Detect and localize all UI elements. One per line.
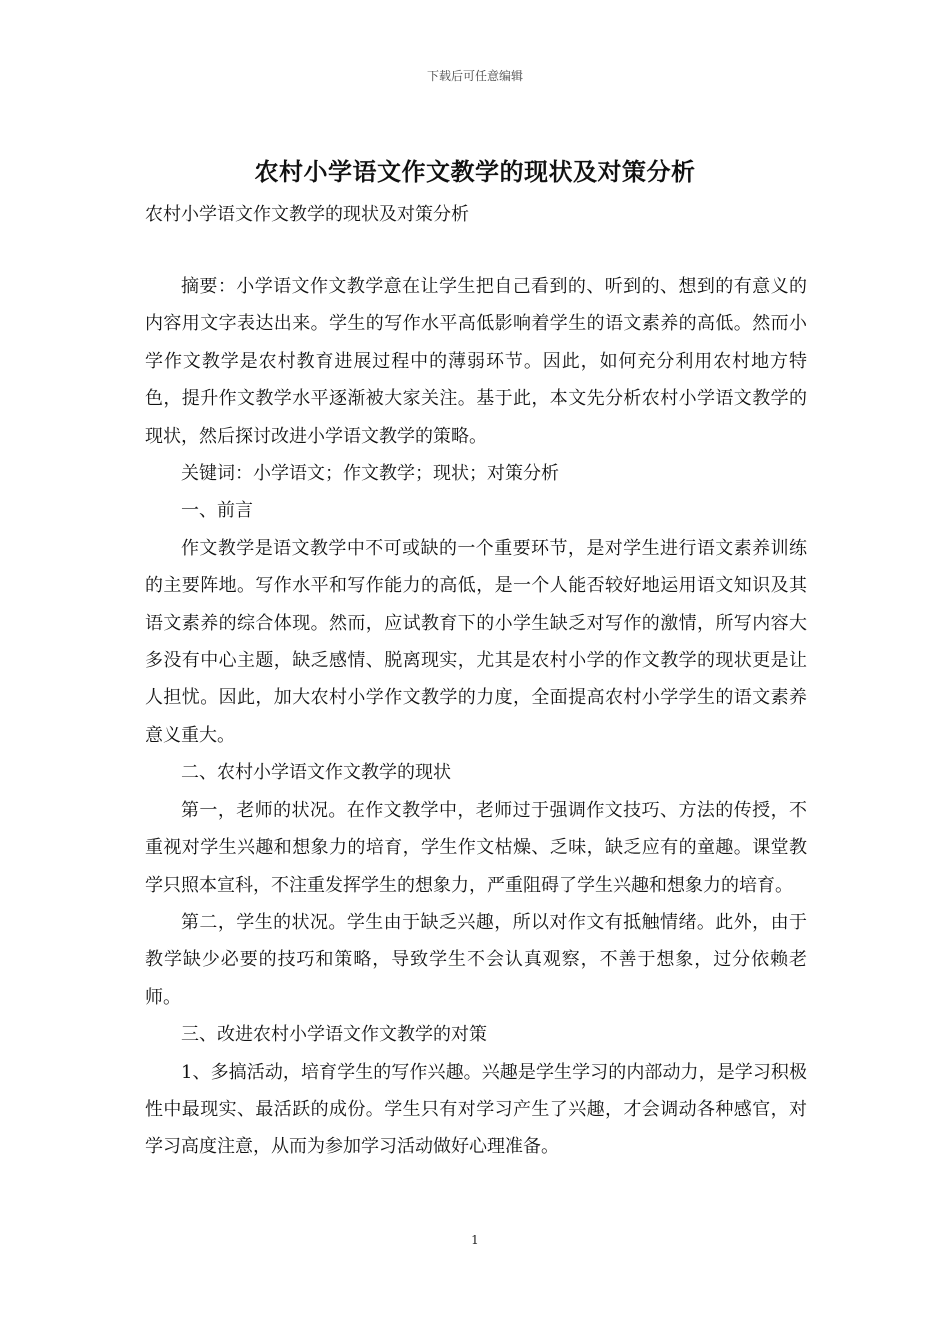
keywords-paragraph: 关键词：小学语文；作文教学；现状；对策分析 xyxy=(181,463,559,485)
body-paragraph: 1、多搞活动，培育学生的写作兴趣。兴趣是学生学习的内部动力，是学习积极性中最现实、最活跃的成份。学生只有对学习产生了兴趣，才会调动各种感官，对学习高度注意，从而为参加学习活动做好心理准备。 xyxy=(145,1061,807,1158)
section-heading: 一、前言 xyxy=(181,500,253,522)
document-subtitle: 农村小学语文作文教学的现状及对策分析 xyxy=(145,204,469,225)
body-paragraph: 第二，学生的状况。学生由于缺乏兴趣，所以对作文有抵触情绪。此外，由于教学缺少必要的技巧和策略，导致学生不会认真观察，不善于想象，过分依赖老师。 xyxy=(145,911,807,1008)
page-header: 下载后可任意编辑 xyxy=(426,69,523,83)
section-heading: 三、改进农村小学语文作文教学的对策 xyxy=(181,1024,487,1046)
document-body xyxy=(145,268,807,1166)
section-heading: 二、农村小学语文作文教学的现状 xyxy=(181,762,451,784)
body-paragraph: 第一，老师的状况。在作文教学中，老师过于强调作文技巧、方法的传授，不重视对学生兴趣和想象力的培育，学生作文枯燥、乏味，缺乏应有的童趣。课堂教学只照本宣科，不注重发挥学生的想象力，严重阻碍了学生兴趣和想象力的培育。 xyxy=(145,799,807,896)
abstract-paragraph: 摘要：小学语文作文教学意在让学生把自己看到的、听到的、想到的有意义的内容用文字表达出来。学生的写作水平高低影响着学生的语文素养的高低。然而小学作文教学是农村教育进展过程中的薄弱环节。因此，如何充分利用农村地方特色，提升作文教学水平逐渐被大家关注。基于此，本文先分析农村小学语文教学的现状，然后探讨改进小学语文教学的策略。 xyxy=(145,276,807,447)
page-number: 1 xyxy=(471,1233,479,1247)
document-title: 农村小学语文作文教学的现状及对策分析 xyxy=(254,157,696,186)
body-paragraph: 作文教学是语文教学中不可或缺的一个重要环节，是对学生进行语文素养训练的主要阵地。写作水平和写作能力的高低，是一个人能否较好地运用语文知识及其语文素养的综合体现。然而，应试教育下的小学生缺乏对写作的激情，所写内容大多没有中心主题，缺乏感情、脱离现实，尤其是农村小学的作文教学的现状更是让人担忧。因此，加大农村小学作文教学的力度，全面提高农村小学学生的语文素养意义重大。 xyxy=(145,537,807,746)
